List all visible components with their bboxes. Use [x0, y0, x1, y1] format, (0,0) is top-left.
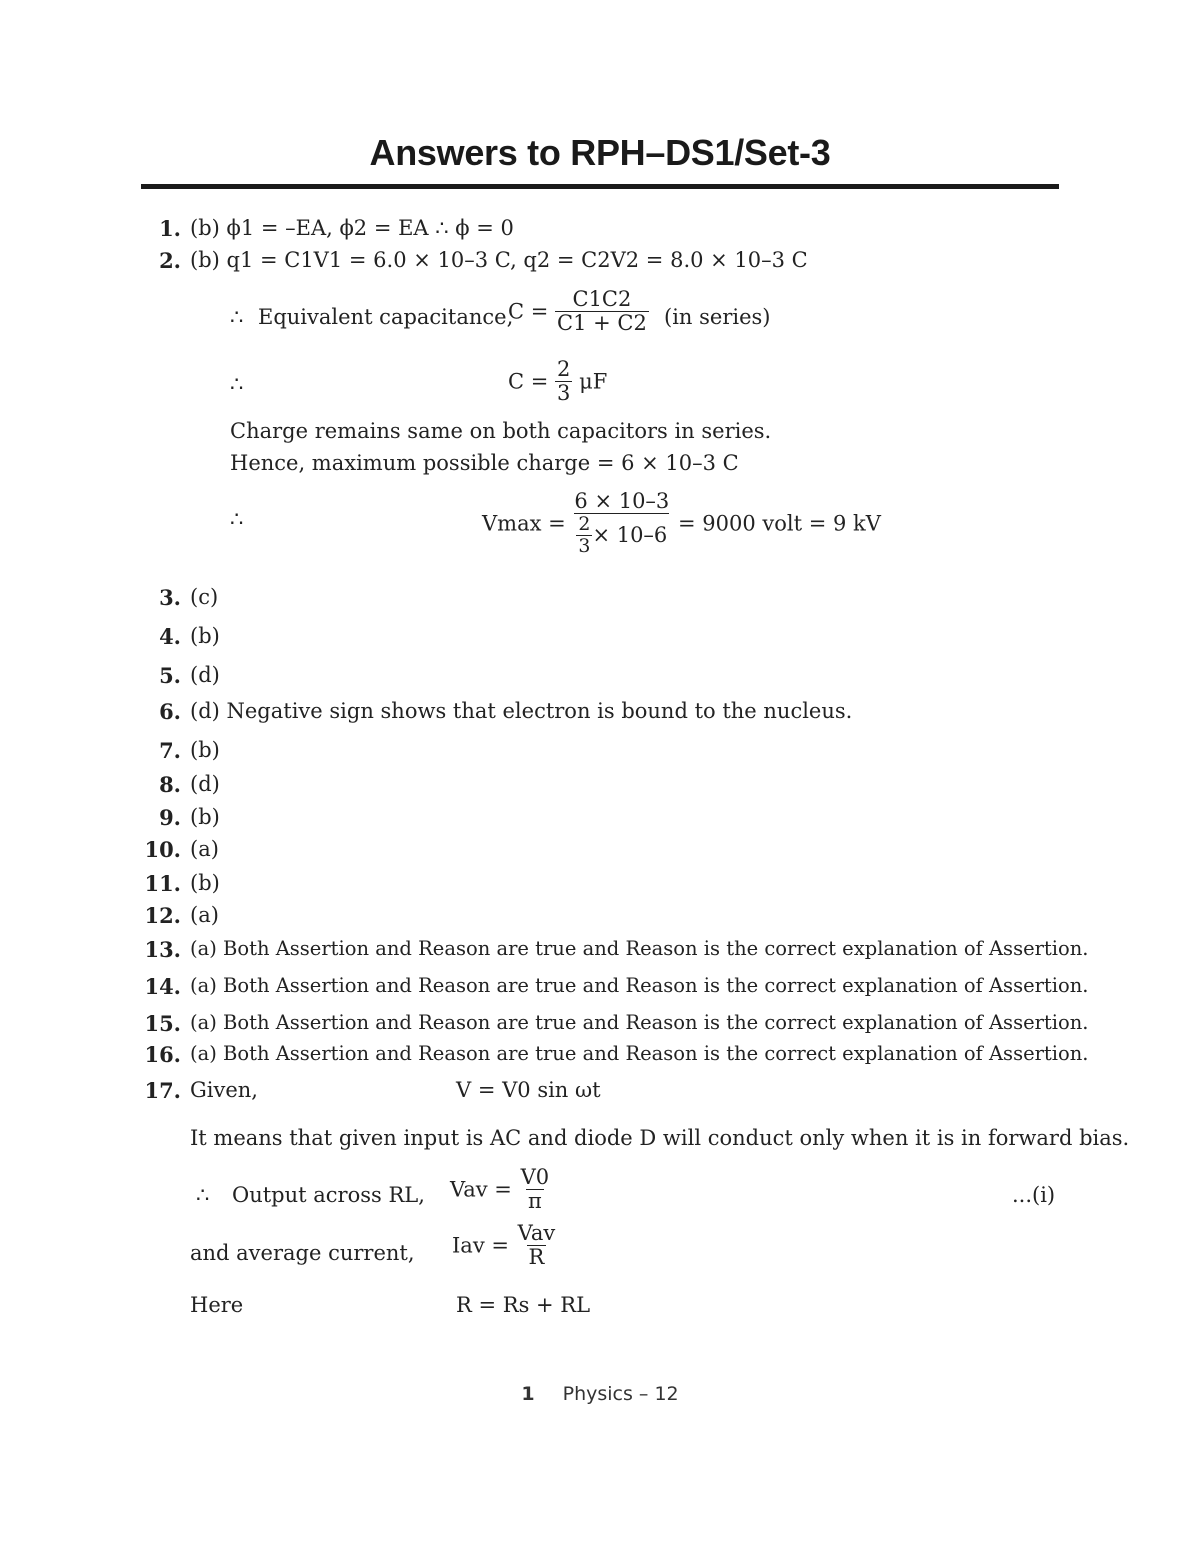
item-number: 11. — [144, 871, 181, 896]
item-number: 9. — [159, 805, 181, 830]
formula-lhs: Vmax = — [482, 511, 566, 536]
denominator: 3 — [578, 534, 591, 557]
fraction — [516, 1222, 558, 1269]
item-text: (d) — [190, 772, 220, 796]
denominator: C1 + C2 — [557, 311, 647, 336]
item-number: 15. — [144, 1011, 181, 1036]
resistance-equation: R = Rs + RL — [456, 1293, 591, 1317]
item-text: (b) — [190, 805, 220, 829]
fraction — [519, 1166, 552, 1213]
equiv-capacitance-formula — [508, 288, 649, 335]
item-text: (b) — [190, 738, 220, 762]
item-number: 12. — [144, 903, 181, 928]
item-text: Given, — [190, 1078, 258, 1102]
avg-current-label: and average current, — [190, 1241, 415, 1265]
item-text: (d) — [190, 663, 220, 687]
item-number: 5. — [159, 663, 181, 688]
item-number: 1. — [159, 216, 181, 241]
capacitance-value — [508, 358, 607, 405]
therefore-symbol: ∴ — [230, 507, 244, 531]
result: = 9000 volt = 9 kV — [677, 511, 881, 536]
formula-lhs: Vav = — [450, 1177, 512, 1202]
inner-fraction — [576, 514, 592, 557]
title-rule — [141, 184, 1059, 189]
subject-label: Physics – 12 — [562, 1383, 679, 1405]
item-number: 3. — [159, 585, 181, 610]
item-text: (b) ϕ1 = –EA, ϕ2 = EA ∴ ϕ = 0 — [190, 216, 514, 240]
page-footer — [0, 1383, 1200, 1405]
in-series-note: (in series) — [664, 305, 771, 329]
denominator: 3 — [557, 381, 571, 406]
multiplier: × 10–6 — [592, 522, 668, 547]
item-text: (a) Both Assertion and Reason are true and Reason is the correct explanation of Assertion. — [190, 974, 1089, 997]
here-label: Here — [190, 1293, 244, 1317]
equation-ref: ...(i) — [1012, 1183, 1056, 1207]
item-number: 4. — [159, 624, 181, 649]
item-text: (b) q1 = C1V1 = 6.0 × 10–3 C, q2 = C2V2 = 8.0 × 10–3 C — [190, 248, 808, 272]
item-number: 17. — [144, 1078, 181, 1103]
item-number: 14. — [144, 974, 181, 999]
page-number: 1 — [521, 1383, 535, 1405]
denominator: π — [527, 1189, 542, 1214]
max-charge-text: Hence, maximum possible charge = 6 × 10–3 C — [230, 451, 739, 475]
item-text: (a) — [190, 903, 219, 927]
page-title: Answers to RPH–DS1/Set-3 — [369, 132, 831, 173]
vmax-formula — [482, 490, 881, 557]
numerator: Vav — [517, 1221, 556, 1245]
item-number: 10. — [144, 837, 181, 862]
item-text: (a) — [190, 837, 219, 861]
item-number: 6. — [159, 699, 181, 724]
unit: μF — [579, 369, 608, 394]
item-number: 16. — [144, 1042, 181, 1067]
formula-lhs: C = — [508, 369, 549, 394]
fraction — [555, 358, 572, 405]
item-text: (c) — [190, 585, 219, 609]
denominator: R — [528, 1245, 545, 1270]
item-text: (a) Both Assertion and Reason are true and Reason is the correct explanation of Assertion. — [190, 937, 1089, 960]
therefore-symbol: ∴ — [196, 1183, 210, 1207]
vav-formula — [450, 1166, 551, 1213]
item-text: (d) Negative sign shows that electron is bound to the nucleus. — [190, 699, 853, 723]
formula-lhs: Iav = — [452, 1233, 509, 1258]
output-label: Output across RL, — [232, 1183, 425, 1207]
formula-lhs: C = — [508, 299, 549, 324]
numerator: V0 — [520, 1165, 550, 1189]
equiv-capacitance-label: Equivalent capacitance, — [258, 305, 514, 329]
fraction — [555, 288, 649, 335]
numerator: 2 — [557, 357, 571, 381]
numerator: 6 × 10–3 — [574, 489, 670, 513]
item-number: 8. — [159, 772, 181, 797]
charge-same-text: Charge remains same on both capacitors in series. — [230, 419, 772, 443]
iav-formula — [452, 1222, 557, 1269]
item-text: (a) Both Assertion and Reason are true and Reason is the correct explanation of Assertion. — [190, 1042, 1089, 1065]
input-explanation: It means that given input is AC and diode D will conduct only when it is in forward bias. — [190, 1126, 1130, 1150]
numerator: C1C2 — [572, 287, 632, 311]
item-text: (a) Both Assertion and Reason are true and Reason is the correct explanation of Assertion. — [190, 1011, 1089, 1034]
denominator — [574, 513, 669, 557]
item-number: 7. — [159, 738, 181, 763]
given-equation: V = V0 sin ωt — [456, 1078, 601, 1102]
numerator: 2 — [578, 513, 591, 536]
fraction — [572, 490, 671, 557]
therefore-symbol: ∴ — [230, 305, 244, 329]
item-text: (b) — [190, 624, 220, 648]
item-number: 13. — [144, 937, 181, 962]
therefore-symbol: ∴ — [230, 372, 244, 396]
item-text: (b) — [190, 871, 220, 895]
item-number: 2. — [159, 248, 181, 273]
